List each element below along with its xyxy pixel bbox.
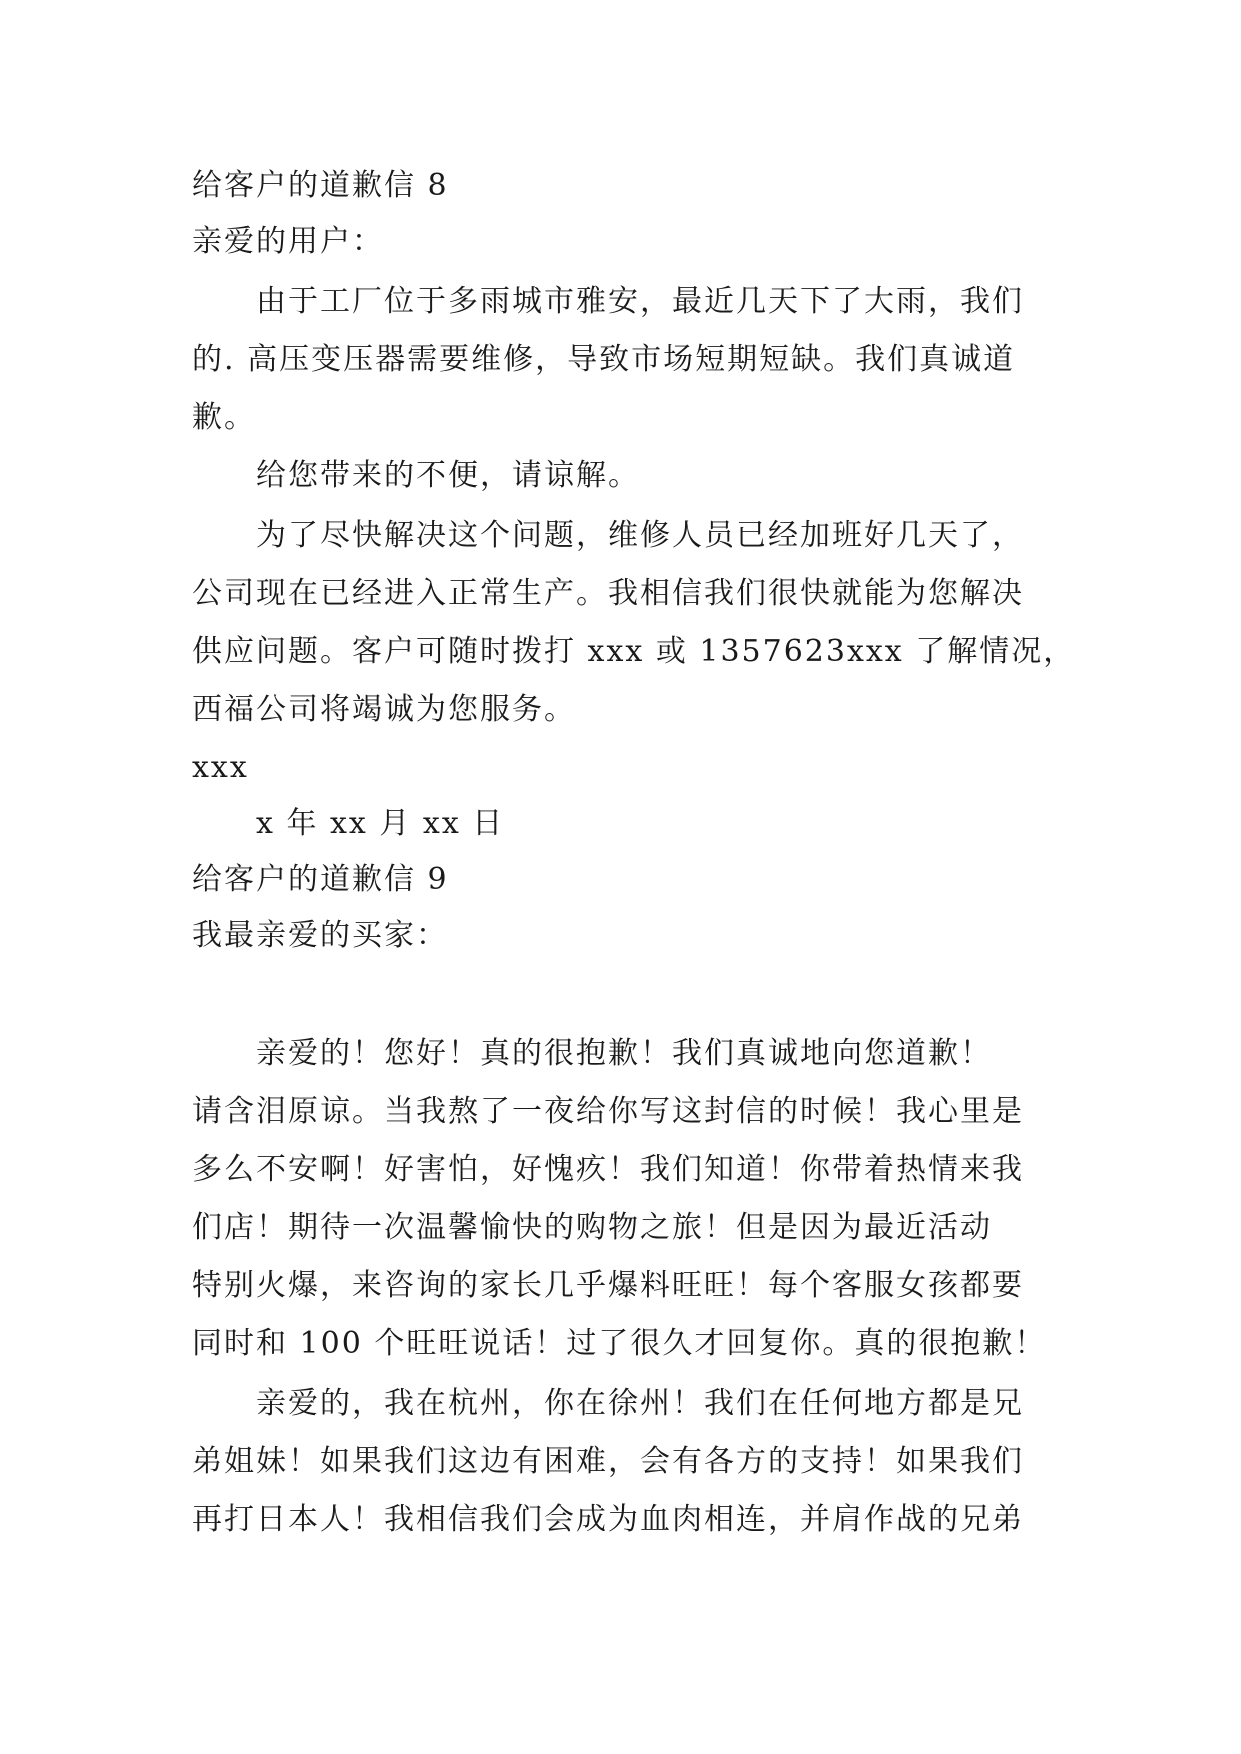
- letter9-salutation: 我最亲爱的买家：: [192, 918, 448, 953]
- letter8-salutation: 亲爱的用户：: [192, 224, 384, 259]
- letter8-date: x 年 xx 月 xx 日: [256, 806, 505, 841]
- letter8-p3-line2: 公司现在已经进入正常生产。我相信我们很快就能为您解决: [192, 576, 1024, 611]
- letter8-title: 给客户的道歉信 8: [192, 168, 449, 203]
- letter8-p3-line4: 西福公司将竭诚为您服务。: [192, 692, 576, 727]
- letter9-p2-line3: 再打日本人！我相信我们会成为血肉相连，并肩作战的兄弟: [192, 1502, 1024, 1537]
- letter9-p2-line1: 亲爱的，我在杭州，你在徐州！我们在任何地方都是兄: [256, 1386, 1024, 1421]
- letter9-p1-line5: 特别火爆，来咨询的家长几乎爆料旺旺！每个客服女孩都要: [192, 1268, 1024, 1303]
- letter8-p3-line3: 供应问题。客户可随时拨打 xxx 或 1357623xxx 了解情况，: [192, 634, 1076, 669]
- letter9-p1-line3: 多么不安啊！好害怕，好愧疚！我们知道！你带着热情来我: [192, 1152, 1024, 1187]
- letter9-title: 给客户的道歉信 9: [192, 862, 449, 897]
- letter8-p1-line3: 歉。: [192, 400, 256, 435]
- letter9-p1-line6: 同时和 100 个旺旺说话！过了很久才回复你。真的很抱歉！: [192, 1326, 1047, 1361]
- letter8-p1-line1: 由于工厂位于多雨城市雅安，最近几天下了大雨，我们: [256, 284, 1024, 319]
- letter8-p2-line1: 给您带来的不便，请谅解。: [256, 458, 640, 493]
- letter8-p1-line2: 的. 高压变压器需要维修，导致市场短期短缺。我们真诚道: [192, 342, 1016, 377]
- letter8-p3-line1: 为了尽快解决这个问题，维修人员已经加班好几天了，: [256, 518, 1024, 553]
- letter9-p1-line2: 请含泪原谅。当我熬了一夜给你写这封信的时候！我心里是: [192, 1094, 1024, 1129]
- letter9-p1-line4: 们店！期待一次温馨愉快的购物之旅！但是因为最近活动: [192, 1210, 992, 1245]
- letter9-p2-line2: 弟姐妹！如果我们这边有困难，会有各方的支持！如果我们: [192, 1444, 1024, 1479]
- letter8-signature: xxx: [192, 750, 249, 785]
- letter9-p1-line1: 亲爱的！您好！真的很抱歉！我们真诚地向您道歉！: [256, 1036, 992, 1071]
